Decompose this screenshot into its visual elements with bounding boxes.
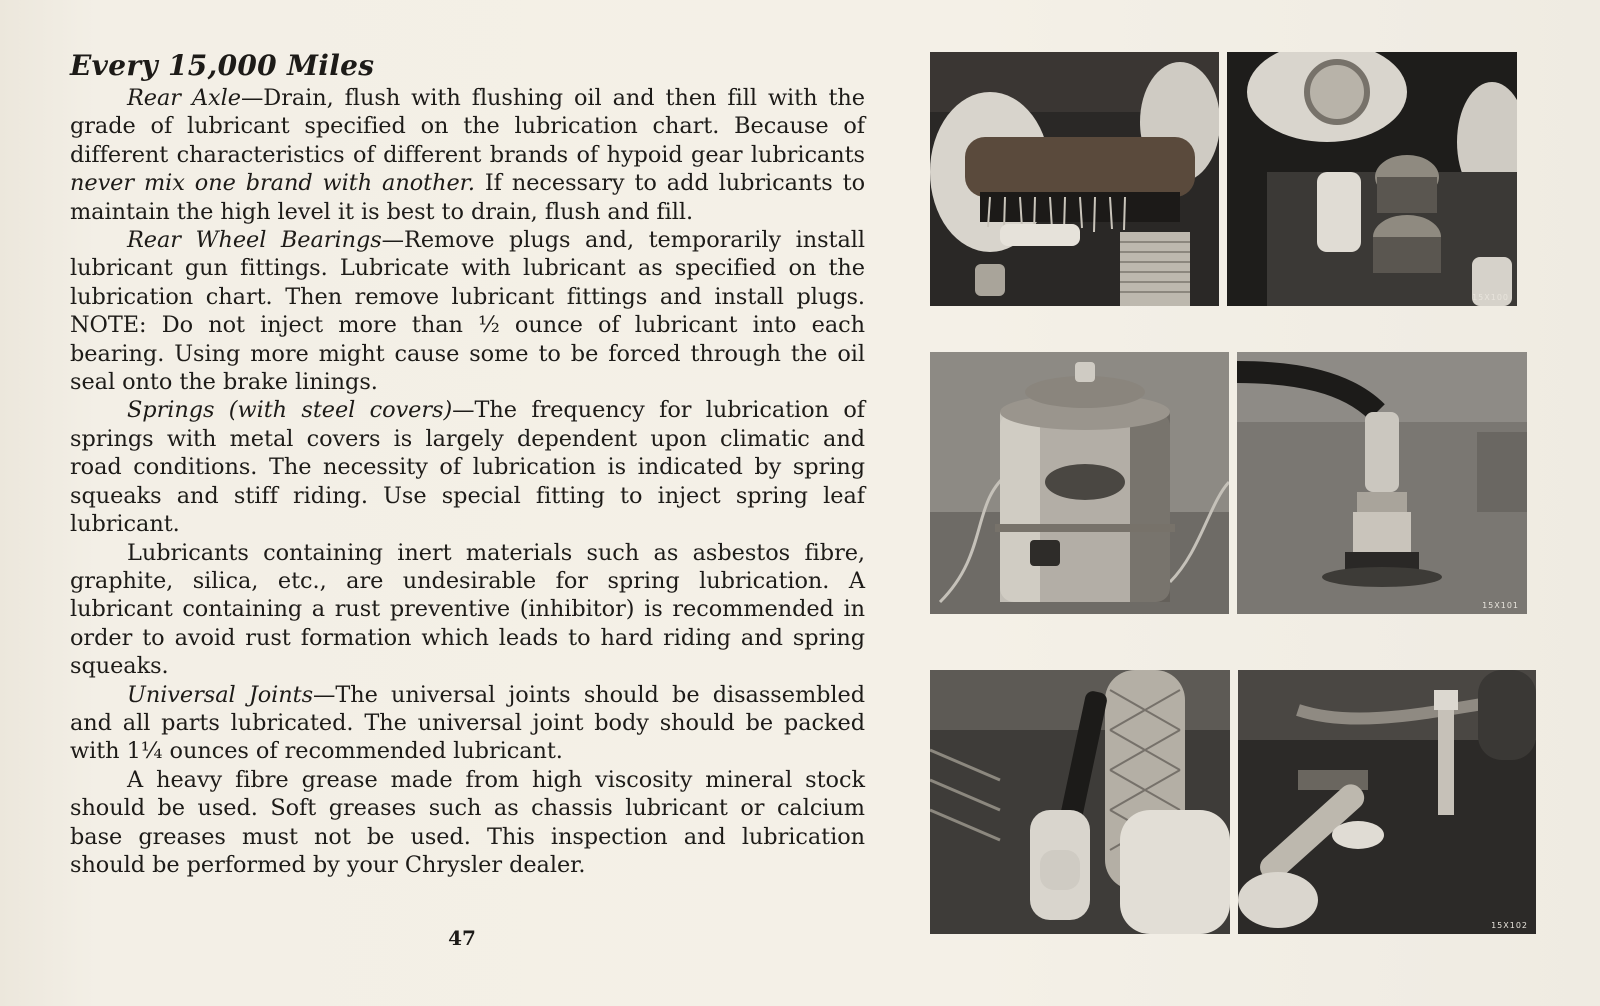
text-fibre-grease: A heavy fibre grease made from high viscosity mineral stock should be used. Soft greases such as chassis lubricant or calcium base greases must not be used. This inspection and lubrication should be performed by your Chrysler dealer. (70, 766, 865, 878)
photo-brush-cleaning (930, 52, 1219, 306)
photo-row-1 (930, 52, 1517, 306)
text-rear-wheel-bearings: —Remove plugs and, temporarily install lubricant gun fittings. Lubricate with lubricant as specified on the lubrication chart. Then remove lubricant fittings and install plugs. NOTE: Do not inject more than ½ ounce of lubricant into each bearing. Using more might cause some to be forced through the oil seal onto the brake linings. (70, 227, 865, 396)
photo-code-15x101: 15X101 (1482, 601, 1519, 610)
text-springs: —The frequency for lubrication of springs with metal covers is largely dependent upon climatic and road conditions. The necessity of lubrication is indicated by spring squeaks and stiff riding. Use special fitting to inject spring leaf lubricant. (70, 397, 866, 538)
photo-greasing-spring (1238, 670, 1536, 934)
page-heading: Every 15,000 Miles (70, 49, 375, 82)
paragraph-springs (70, 396, 865, 538)
paragraph-rear-axle (70, 84, 865, 226)
photo-fill-plugs (1227, 52, 1517, 306)
photo-lubricant-container (930, 352, 1229, 614)
lead-springs: Springs (with steel covers) (127, 397, 453, 424)
photo-greasing-wheel (930, 670, 1230, 934)
page-number: 47 (448, 926, 476, 950)
photo-lubricant-fitting (1237, 352, 1527, 614)
photo-row-3 (930, 670, 1536, 934)
text-column (70, 48, 865, 879)
lead-universal-joints: Universal Joints (127, 681, 314, 708)
text-rear-axle-after: If necessary to add lubricants to maintain the high level it is best to drain, flush and fill. (70, 170, 865, 225)
text-lubricants: Lubricants containing inert materials such as asbestos fibre, graphite, silica, etc., are undesirable for spring lubrication. A lubricant containing a rust preventive (inhibitor) is recommended in order to avoid rust formation which leads to hard riding and spring squeaks. (70, 539, 865, 680)
text-rear-axle-before: —Drain, flush with flushing oil and then fill with the grade of lubricant specified on the lubrication chart. Because of different characteristics of different brands of hypoid gear lubricants (70, 85, 865, 168)
photo-code-15x100: 15X100 (1472, 293, 1509, 302)
paragraph-rear-wheel-bearings (70, 226, 865, 396)
photo-row-2 (930, 352, 1527, 614)
paragraph-lubricants (70, 539, 865, 681)
emphasis-never-mix: never mix one brand with another. (70, 170, 475, 197)
text-universal-joints: —The universal joints should be disassembled and all parts lubricated. The universal joint body should be packed with 1¼ ounces of recommended lubricant. (70, 681, 865, 765)
photo-code-15x102: 15X102 (1491, 921, 1528, 930)
lead-rear-wheel-bearings: Rear Wheel Bearings (127, 227, 382, 254)
paragraph-universal-joints (70, 681, 865, 766)
paragraph-fibre-grease (70, 766, 865, 880)
lead-rear-axle: Rear Axle (127, 85, 241, 111)
